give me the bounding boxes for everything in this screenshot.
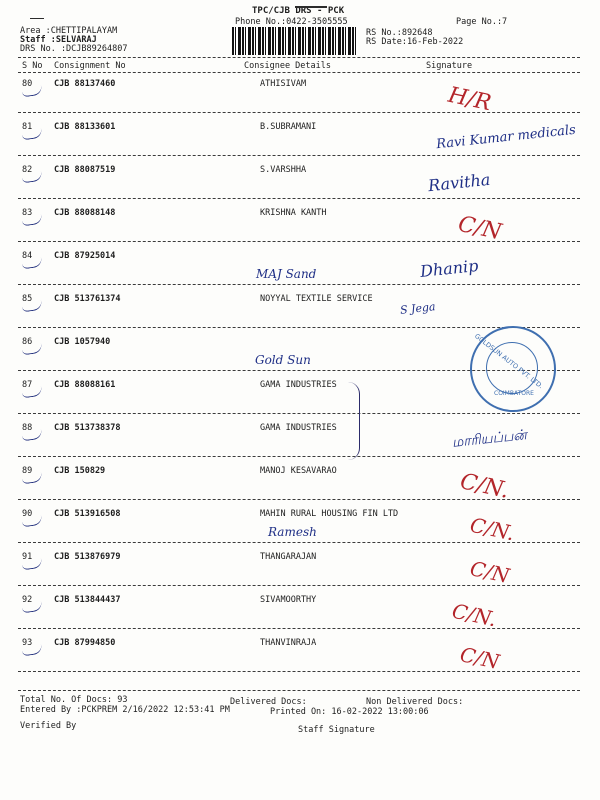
header-rule-top <box>18 57 580 58</box>
row-consignee: ATHISIVAM <box>260 79 307 89</box>
row-consignment-no: CJB 88133601 <box>54 122 116 132</box>
tick-mark <box>21 301 42 313</box>
row-consignee: MAHIN RURAL HOUSING FIN LTD <box>260 509 399 519</box>
tick-mark <box>21 387 42 399</box>
row-signature: C/N. <box>449 598 499 632</box>
row-serial: 81 <box>22 122 33 132</box>
tick-mark <box>21 129 42 141</box>
row-consignment-no: CJB 513916508 <box>54 509 121 519</box>
row-consignment-no: CJB 87994850 <box>54 638 116 648</box>
page-number: Page No.:7 <box>456 17 508 27</box>
bracket-mark <box>345 382 360 460</box>
row-signature: C/N. <box>457 469 512 504</box>
row-divider <box>18 585 580 586</box>
row-signature: C/N. <box>467 512 517 546</box>
row-signature: C/N <box>457 642 502 674</box>
row-serial: 93 <box>22 638 33 648</box>
row-handwritten-note: Gold Sun <box>255 353 311 367</box>
row-serial: 89 <box>22 466 33 476</box>
tick-mark <box>21 172 42 184</box>
row-signature: C/N <box>467 556 512 588</box>
tick-mark <box>21 602 42 614</box>
row-consignment-no: CJB 88088148 <box>54 208 116 218</box>
barcode <box>232 27 358 55</box>
tick-mark <box>21 516 42 528</box>
row-divider <box>18 198 580 199</box>
row-consignee: GAMA INDUSTRIES <box>260 380 337 390</box>
row-consignee: S.VARSHHA <box>260 165 307 175</box>
row-serial: 86 <box>22 337 33 347</box>
row-divider <box>18 284 580 285</box>
non-delivered-docs: Non Delivered Docs: <box>366 697 464 707</box>
row-divider <box>18 112 580 113</box>
row-serial: 92 <box>22 595 33 605</box>
row-divider <box>18 413 580 414</box>
tick-mark <box>21 86 42 98</box>
row-consignee: SIVAMOORTHY <box>260 595 317 605</box>
row-consignment-no: CJB 513876979 <box>54 552 121 562</box>
row-handwritten-note: MAJ Sand <box>256 267 317 281</box>
tick-mark <box>21 258 42 270</box>
total-docs: Total No. Of Docs: 93 <box>20 695 128 705</box>
row-consignment-no: CJB 513761374 <box>54 294 121 304</box>
tick-mark <box>21 559 42 571</box>
row-signature: Ravitha <box>427 169 492 196</box>
handwritten-mark <box>295 0 327 8</box>
area-label: Area :CHETTIPALAYAM <box>20 26 118 36</box>
row-signature: C/N <box>455 211 504 246</box>
stamp-city: COIMBATORE <box>494 390 534 397</box>
delivered-docs: Delivered Docs: <box>230 697 307 707</box>
tick-mark <box>21 645 42 657</box>
row-consignment-no: CJB 513738378 <box>54 423 121 433</box>
row-serial: 90 <box>22 509 33 519</box>
row-consignment-no: CJB 88088161 <box>54 380 116 390</box>
row-consignment-no: CJB 513844437 <box>54 595 121 605</box>
row-signature: Dhanip <box>419 256 480 281</box>
staff-label: Staff :SELVARAJ <box>20 35 97 45</box>
row-serial: 87 <box>22 380 33 390</box>
row-consignment-no: CJB 88137460 <box>54 79 116 89</box>
row-divider <box>18 671 580 672</box>
row-consignee: B.SUBRAMANI <box>260 122 317 132</box>
row-divider <box>18 327 580 328</box>
tick-mark <box>21 344 42 356</box>
row-divider <box>18 241 580 242</box>
row-consignee: GAMA INDUSTRIES <box>260 423 337 433</box>
row-serial: 83 <box>22 208 33 218</box>
tick-mark <box>21 473 42 485</box>
col-consignment: Consignment No <box>54 61 126 71</box>
row-serial: 88 <box>22 423 33 433</box>
row-serial: 84 <box>22 251 33 261</box>
row-serial: 82 <box>22 165 33 175</box>
row-handwritten-note: Ramesh <box>268 525 317 539</box>
row-consignment-no: CJB 87925014 <box>54 251 116 261</box>
row-serial: 91 <box>22 552 33 562</box>
stamp-text: GOLDSUN AUTO PVT. LTD. <box>473 332 545 391</box>
row-signature: மாரியப்பன் <box>451 427 528 451</box>
row-divider <box>18 542 580 543</box>
verified-by: Verified By <box>20 721 77 731</box>
staff-signature: Staff Signature <box>298 725 375 735</box>
col-s-no: S No <box>22 61 43 71</box>
row-serial: 85 <box>22 294 33 304</box>
row-divider <box>18 155 580 156</box>
row-signature: S Jega <box>399 300 437 317</box>
row-divider <box>18 628 580 629</box>
company-stamp <box>470 326 556 412</box>
report-title: TPC/CJB DRS - PCK <box>252 6 345 16</box>
tick-mark <box>21 215 42 227</box>
phone-number: Phone No.:0422-3505555 <box>235 17 348 27</box>
row-consignee: MANOJ KESAVARAO <box>260 466 337 476</box>
row-consignee: KRISHNA KANTH <box>260 208 327 218</box>
rs-number: RS No.:892648 <box>366 28 433 38</box>
header-rule-bottom <box>18 72 580 73</box>
tick-mark <box>21 430 42 442</box>
corner-mark <box>30 14 44 19</box>
drs-number: DRS No. :DCJB89264807 <box>20 44 128 54</box>
col-signature: Signature <box>426 61 473 71</box>
row-consignee: THANVINRAJA <box>260 638 317 648</box>
row-consignee: NOYYAL TEXTILE SERVICE <box>260 294 373 304</box>
row-divider <box>18 456 580 457</box>
rs-date: RS Date:16-Feb-2022 <box>366 37 464 47</box>
row-consignee: THANGARAJAN <box>260 552 317 562</box>
row-consignment-no: CJB 150829 <box>54 466 106 476</box>
entered-by: Entered By :PCKPREM 2/16/2022 12:53:41 PM <box>20 705 230 715</box>
row-consignment-no: CJB 88087519 <box>54 165 116 175</box>
row-divider <box>18 499 580 500</box>
footer-rule <box>18 690 580 691</box>
printed-on: Printed On: 16-02-2022 13:00:06 <box>270 707 429 717</box>
row-consignment-no: CJB 1057940 <box>54 337 111 347</box>
row-signature: Ravi Kumar medicals <box>435 122 577 153</box>
col-consignee: Consignee Details <box>244 61 331 71</box>
row-signature: H/R <box>445 82 494 117</box>
row-serial: 80 <box>22 79 33 89</box>
